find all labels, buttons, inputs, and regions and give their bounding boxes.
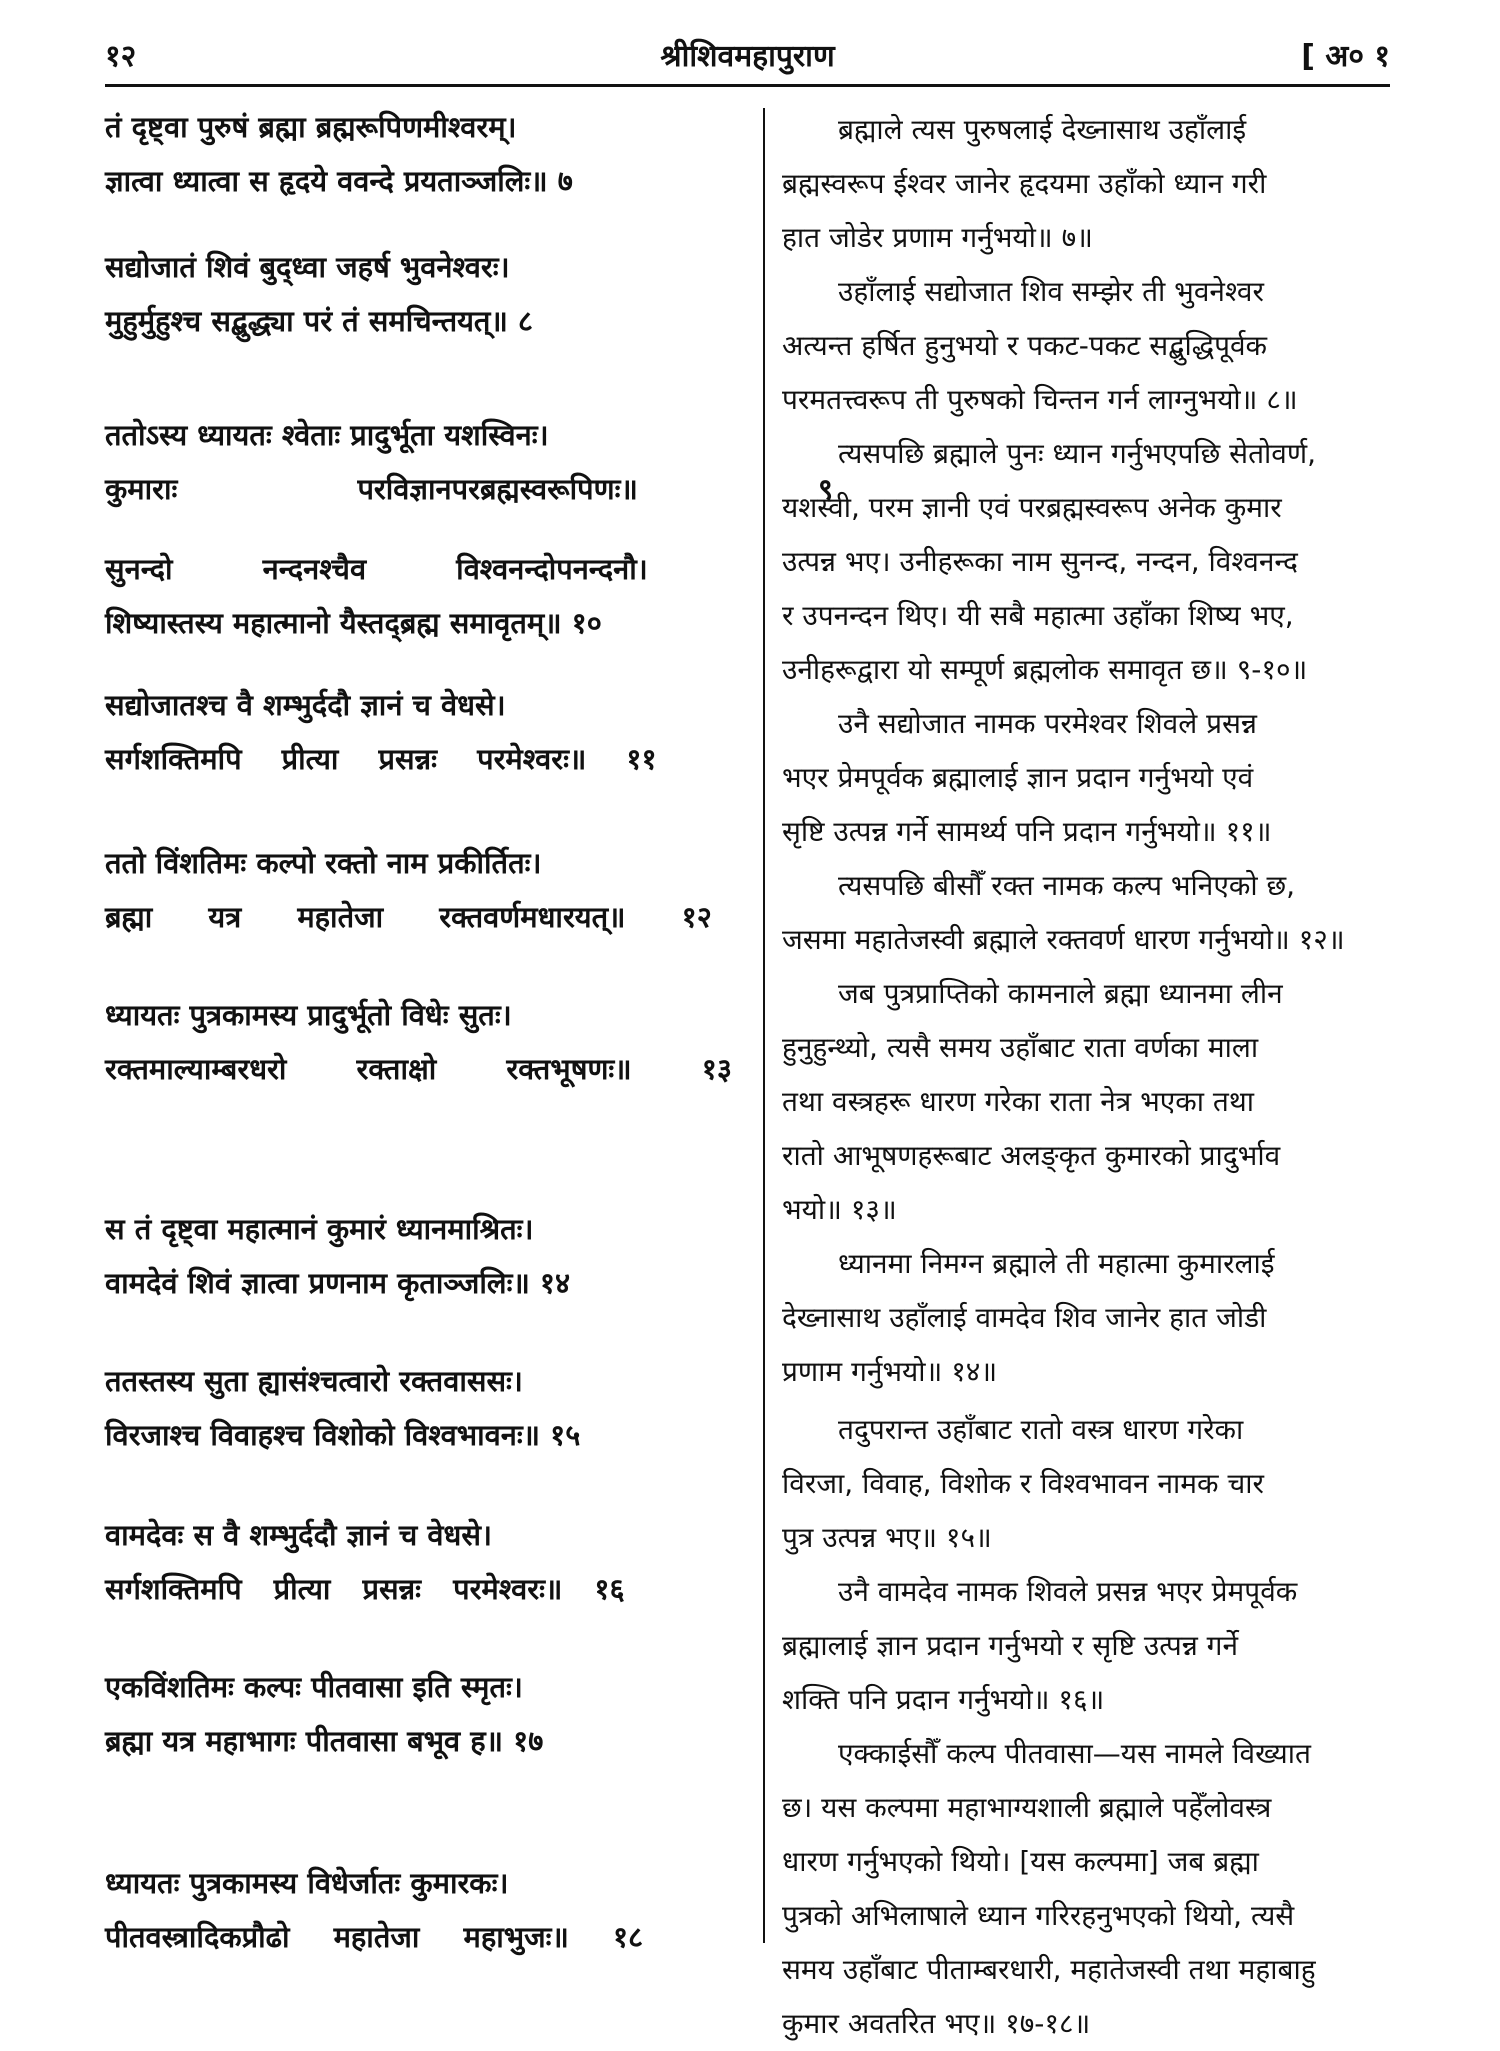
translation-line: शक्ति पनि प्रदान गर्नुभयो॥ १६॥ bbox=[782, 1683, 1105, 1716]
header-rule bbox=[105, 84, 1390, 87]
translation-line: एक्काईसौँ कल्प पीतवासा—यस नामले विख्यात bbox=[838, 1737, 1311, 1770]
verse-line: ध्यायतः पुत्रकामस्य प्रादुर्भूतो विधेः सुतः। bbox=[105, 998, 512, 1032]
translation-line: ब्रह्माले त्यस पुरुषलाई देख्नासाथ उहाँलाई bbox=[838, 113, 1247, 146]
translation-line: विरजा, विवाह, विशोक र विश्वभावन नामक चार bbox=[782, 1467, 1264, 1500]
translation-line: उनै वामदेव नामक शिवले प्रसन्न भएर प्रेमपूर्वक bbox=[838, 1575, 1298, 1608]
translation-line: भएर प्रेमपूर्वक ब्रह्मालाई ज्ञान प्रदान गर्नुभयो एवं bbox=[782, 761, 1254, 794]
translation-line: त्यसपछि बीसौँ रक्त नामक कल्प भनिएको छ, bbox=[838, 869, 1296, 902]
translation-column bbox=[782, 103, 1390, 2040]
translation-line: तदुपरान्त उहाँबाट रातो वस्त्र धारण गरेका bbox=[838, 1413, 1244, 1446]
verse-12 bbox=[105, 836, 741, 944]
page-number: १२ bbox=[105, 39, 137, 74]
translation-line: उनै सद्योजात नामक परमेश्वर शिवले प्रसन्न bbox=[838, 707, 1257, 740]
translation-line: प्रणाम गर्नुभयो॥ १४॥ bbox=[782, 1355, 998, 1388]
verse-line: ततो विंशतिमः कल्पो रक्तो नाम प्रकीर्तितः। bbox=[105, 846, 542, 880]
translation-16 bbox=[782, 1565, 1390, 1727]
translation-line: कुमार अवतरित भए॥ १७-१८॥ bbox=[782, 2007, 1091, 2040]
verse-line: ब्रह्मा यत्र महाभागः पीतवासा बभूव ह॥ १७ bbox=[105, 1724, 544, 1758]
verse-line: ततस्तस्य सुता ह्यासंश्चत्वारो रक्तवाससः। bbox=[105, 1364, 523, 1398]
translation-line: उनीहरूद्वारा यो सम्पूर्ण ब्रह्मलोक समावृत छ॥ ९-१०॥ bbox=[782, 653, 1308, 686]
translation-11 bbox=[782, 697, 1390, 859]
translation-line: ब्रह्मालाई ज्ञान प्रदान गर्नुभयो र सृष्टि उत्पन्न गर्ने bbox=[782, 1629, 1238, 1662]
verse-line: रक्तमाल्याम्बरधरो रक्ताक्षो रक्तभूषणः॥ १३ bbox=[105, 1052, 732, 1086]
verse-line: सर्गशक्तिमपि प्रीत्या प्रसन्नः परमेश्वरः॥ १६ bbox=[105, 1572, 625, 1606]
verse-line: सद्योजातश्च वै शम्भुर्ददौ ज्ञानं च वेधसे। bbox=[105, 688, 506, 722]
verse-column bbox=[105, 100, 834, 1960]
verse-18 bbox=[105, 1856, 741, 1964]
translation-line: भयो॥ १३॥ bbox=[782, 1193, 897, 1226]
verse-line: सुनन्दो नन्दनश्चैव विश्वनन्दोपनन्दनौ। bbox=[105, 552, 648, 586]
translation-line: जसमा महातेजस्वी ब्रह्माले रक्तवर्ण धारण गर्नुभयो॥ १२॥ bbox=[782, 923, 1345, 956]
translation-line: पुत्रको अभिलाषाले ध्यान गरिरहनुभएको थियो, त्यसै bbox=[782, 1899, 1295, 1932]
translation-line: हुनुहुन्थ्यो, त्यसै समय उहाँबाट राता वर्णका माला bbox=[782, 1031, 1259, 1064]
verse-11 bbox=[105, 678, 741, 786]
translation-line: ब्रह्मस्वरूप ईश्वर जानेर हृदयमा उहाँको ध्यान गरी bbox=[782, 167, 1267, 200]
translation-line: छ। यस कल्पमा महाभाग्यशाली ब्रह्माले पहेँलोवस्त्र bbox=[782, 1791, 1272, 1824]
verse-line: मुहुर्मुहुश्च सद्बुद्ध्या परं तं समचिन्तयत्॥ ८ bbox=[105, 304, 534, 338]
translation-line: समय उहाँबाट पीताम्बरधारी, महातेजस्वी तथा महाबाहु bbox=[782, 1953, 1316, 1986]
translation-12 bbox=[782, 859, 1390, 967]
verse-8 bbox=[105, 240, 741, 348]
verse-line: सद्योजातं शिवं बुद्ध्वा जहर्ष भुवनेश्वरः। bbox=[105, 250, 510, 284]
verse-10 bbox=[105, 542, 741, 650]
verse-line: पीतवस्त्रादिकप्रौढो महातेजा महाभुजः॥ १८ bbox=[105, 1920, 644, 1954]
translation-line: सृष्टि उत्पन्न गर्ने सामर्थ्य पनि प्रदान गर्नुभयो॥ ११॥ bbox=[782, 815, 1272, 848]
verse-13 bbox=[105, 988, 741, 1096]
translation-7 bbox=[782, 103, 1390, 265]
column-divider bbox=[763, 108, 765, 1943]
verse-17 bbox=[105, 1660, 741, 1768]
translation-line: तथा वस्त्रहरू धारण गरेका राता नेत्र भएका तथा bbox=[782, 1085, 1255, 1118]
verse-line: कुमाराः परविज्ञानपरब्रह्मस्वरूपिणः॥ ९ bbox=[105, 472, 834, 506]
translation-line: ध्यानमा निमग्न ब्रह्माले ती महात्मा कुमारलाई bbox=[838, 1247, 1275, 1280]
verse-15 bbox=[105, 1354, 741, 1462]
translation-line: यशस्वी, परम ज्ञानी एवं परब्रह्मस्वरूप अनेक कुमार bbox=[782, 491, 1282, 524]
verse-14 bbox=[105, 1202, 741, 1310]
chapter-marker: [ अ० १ bbox=[1301, 39, 1390, 74]
translation-line: उहाँलाई सद्योजात शिव सम्झेर ती भुवनेश्वर bbox=[838, 275, 1264, 308]
translation-8 bbox=[782, 265, 1390, 427]
verse-line: वामदेवः स वै शम्भुर्ददौ ज्ञानं च वेधसे। bbox=[105, 1518, 492, 1552]
translation-line: पुत्र उत्पन्न भए॥ १५॥ bbox=[782, 1521, 992, 1554]
verse-line: वामदेवं शिवं ज्ञात्वा प्रणनाम कृताञ्जलिः॥ १४ bbox=[105, 1266, 571, 1300]
translation-line: र उपनन्दन थिए। यी सबै महात्मा उहाँका शिष्य भए, bbox=[782, 599, 1294, 632]
verse-line: विरजाश्च विवाहश्च विशोको विश्वभावनः॥ १५ bbox=[105, 1418, 581, 1452]
translation-17-18 bbox=[782, 1727, 1390, 2051]
verse-line: सर्गशक्तिमपि प्रीत्या प्रसन्नः परमेश्वरः॥ ११ bbox=[105, 742, 657, 776]
translation-line: त्यसपछि ब्रह्माले पुनः ध्यान गर्नुभएपछि सेतोवर्ण, bbox=[838, 437, 1316, 470]
translation-line: हात जोडेर प्रणाम गर्नुभयो॥ ७॥ bbox=[782, 221, 1093, 254]
verse-9 bbox=[105, 408, 834, 516]
translation-9-10 bbox=[782, 427, 1390, 697]
translation-line: रातो आभूषणहरूबाट अलङ्कृत कुमारको प्रादुर्भाव bbox=[782, 1139, 1281, 1172]
page-header bbox=[105, 30, 1390, 78]
verse-line: ज्ञात्वा ध्यात्वा स हृदये ववन्दे प्रयताञ्जलिः॥ ७ bbox=[105, 164, 573, 198]
verse-line: ततोऽस्य ध्यायतः श्वेताः प्रादुर्भूता यशस्विनः। bbox=[105, 418, 549, 452]
translation-13 bbox=[782, 967, 1390, 1237]
translation-line: उत्पन्न भए। उनीहरूका नाम सुनन्द, नन्दन, विश्वनन्द bbox=[782, 545, 1298, 578]
translation-line: धारण गर्नुभएको थियो। [यस कल्पमा] जब ब्रह्मा bbox=[782, 1845, 1259, 1878]
verse-line: तं दृष्ट्वा पुरुषं ब्रह्मा ब्रह्मरूपिणमीश्वरम्। bbox=[105, 110, 517, 144]
translation-line: जब पुत्रप्राप्तिको कामनाले ब्रह्मा ध्यानमा लीन bbox=[838, 977, 1283, 1010]
verse-line: ध्यायतः पुत्रकामस्य विधेर्जातः कुमारकः। bbox=[105, 1866, 509, 1900]
translation-14 bbox=[782, 1237, 1390, 1399]
translation-15 bbox=[782, 1403, 1390, 1565]
translation-line: परमतत्त्वरूप ती पुरुषको चिन्तन गर्न लाग्नुभयो॥ ८॥ bbox=[782, 383, 1298, 416]
verse-line: ब्रह्मा यत्र महातेजा रक्तवर्णमधारयत्॥ १२ bbox=[105, 900, 712, 934]
verse-16 bbox=[105, 1508, 741, 1616]
running-title: श्रीशिवमहापुराण bbox=[660, 39, 835, 74]
verse-line: शिष्यास्तस्य महात्मानो यैस्तद्ब्रह्म समावृतम्॥ १० bbox=[105, 606, 602, 640]
verse-7 bbox=[105, 100, 741, 208]
verse-line: स तं दृष्ट्वा महात्मानं कुमारं ध्यानमाश्रितः। bbox=[105, 1212, 534, 1246]
verse-line: एकविंशतिमः कल्पः पीतवासा इति स्मृतः। bbox=[105, 1670, 523, 1704]
translation-line: अत्यन्त हर्षित हुनुभयो र पकट-पकट सद्बुद्धिपूर्वक bbox=[782, 329, 1268, 362]
translation-line: देख्नासाथ उहाँलाई वामदेव शिव जानेर हात जोडी bbox=[782, 1301, 1267, 1334]
